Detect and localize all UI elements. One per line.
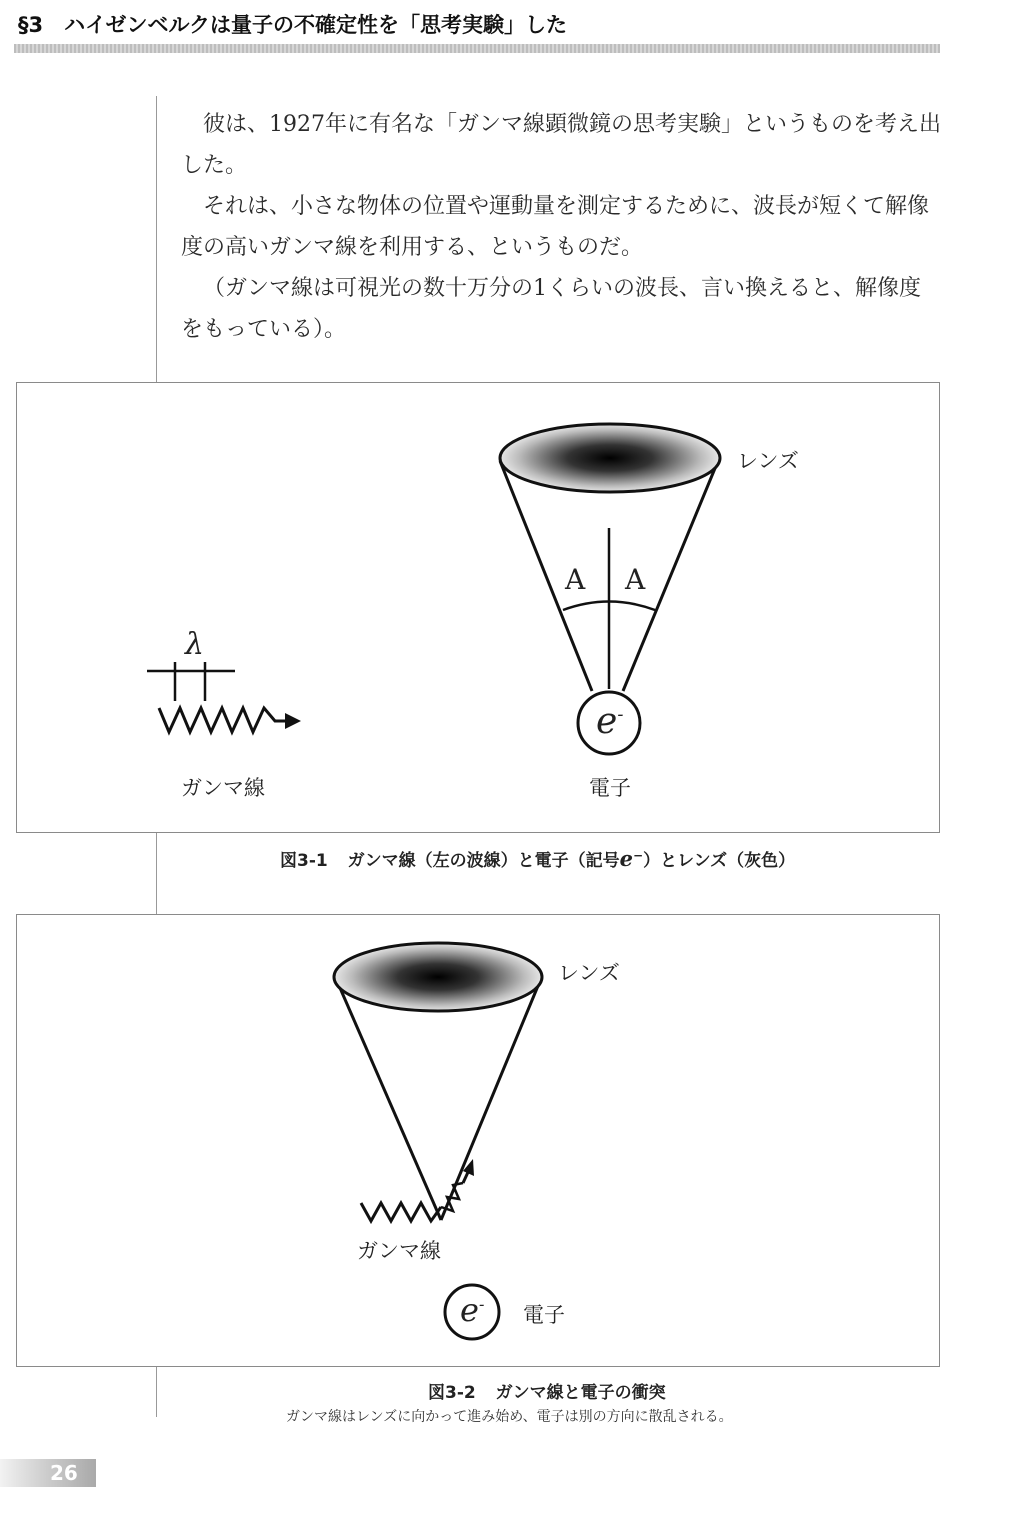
margin-rule <box>156 1367 157 1417</box>
page-number: 26 <box>50 1461 78 1485</box>
figure-3-1-caption <box>280 846 795 871</box>
electron-label: 電子 <box>523 1303 565 1327</box>
angle-label-right: A <box>625 563 646 596</box>
paragraph: それは、小さな物体の位置や運動量を測定するために、波長が短くて解像度の高いガンマ線を利用する、というものだ。 <box>181 194 930 260</box>
lens <box>334 943 542 1011</box>
electron-symbol: e- <box>460 1291 485 1329</box>
body-text <box>181 104 941 350</box>
figure-3-1 <box>16 382 940 833</box>
paragraph: （ガンマ線は可視光の数十万分の1くらいの波長、言い換えると、解像度をもっている）。 <box>181 276 921 342</box>
gamma-wave <box>159 708 285 732</box>
electron-symbol: e- <box>596 701 624 742</box>
gamma-label: ガンマ線 <box>357 1239 441 1263</box>
electron-label: 電子 <box>589 776 631 800</box>
caption-sup: − <box>633 848 644 863</box>
section-header: §3 ハイゼンベルクは量子の不確定性を「思考実験」した <box>18 13 568 37</box>
caption-symbol: e <box>619 846 634 871</box>
caption-number: 図3-1 <box>280 851 328 871</box>
lambda-label: λ <box>185 627 205 662</box>
figure-3-2 <box>16 914 940 1367</box>
gamma-wave <box>361 1203 441 1221</box>
angle-label-left: A <box>565 563 586 596</box>
caption-title: ガンマ線と電子の衝突 <box>495 1383 666 1403</box>
page-number-tab <box>0 1459 96 1487</box>
cone-left-edge <box>337 981 441 1220</box>
lens-label: レンズ <box>558 961 620 985</box>
paragraph: 彼は、1927年に有名な「ガンマ線顕微鏡の思考実験」というものを考え出した。 <box>181 112 941 178</box>
caption-text: ガンマ線（左の波線）と電子（記号 <box>347 851 620 871</box>
gamma-label: ガンマ線 <box>181 776 265 800</box>
figure-3-2-subcaption: ガンマ線はレンズに向かって進み始め、電子は別の方向に散乱される。 <box>286 1409 733 1425</box>
caption-number: 図3-2 <box>428 1383 476 1403</box>
caption-text: ）とレンズ（灰色） <box>643 851 796 871</box>
figure-3-2-caption <box>428 1378 666 1403</box>
margin-rule <box>156 833 157 915</box>
figure-3-1-diagram <box>17 383 941 834</box>
header-rule <box>14 44 940 53</box>
lens-label: レンズ <box>737 449 799 473</box>
gamma-arrowhead <box>285 713 301 729</box>
lens <box>500 424 720 492</box>
scattered-wave <box>441 1183 463 1211</box>
margin-rule <box>156 96 157 382</box>
